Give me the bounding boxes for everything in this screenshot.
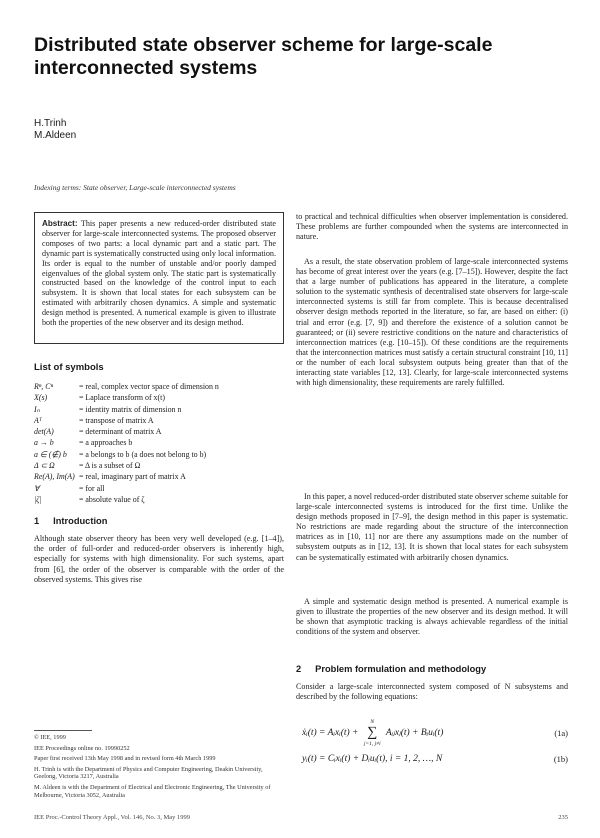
abstract-box <box>34 212 284 344</box>
equation-number: (1a) <box>554 728 568 738</box>
symbol-description: = real, complex vector space of dimension n <box>79 382 219 391</box>
sigma-glyph: ∑ <box>367 725 378 740</box>
section-title: Introduction <box>53 516 108 527</box>
symbol: ∀ <box>34 483 40 493</box>
symbol-description: = Δ is a subset of Ω <box>79 461 141 471</box>
section-heading-problem-formulation <box>296 664 568 674</box>
section-number: 1 <box>34 516 40 527</box>
body-paragraph: A simple and systematic design method is presented. A numerical example is given to illustrate the properties of the new observer and its design method. It will be shown that asymptotic tracking is always achievable regardless of the initial conditions of the system and observer. <box>296 597 568 637</box>
symbol-row <box>34 415 284 426</box>
symbol-row <box>34 381 284 392</box>
symbol-row <box>34 471 284 482</box>
equation-1b <box>296 754 568 764</box>
right-column <box>296 212 568 810</box>
symbol-description: = identity matrix of dimension n <box>79 404 182 414</box>
symbol-description: = Laplace transform of x(t) <box>79 393 165 403</box>
symbol: a → b <box>34 438 54 448</box>
summation-symbol <box>364 718 381 748</box>
symbol: Δ ⊂ Ω <box>34 461 55 471</box>
summation-lower: j=1, j≠i <box>363 741 381 747</box>
symbol: |ζ| <box>34 494 42 504</box>
page-footer <box>34 814 568 821</box>
paper-title: Distributed state observer scheme for large-scale interconnected systems <box>34 34 493 79</box>
body-paragraph: to practical and technical difficulties when observer implementation is considered. These problems are further compounded when the systems are interconnected in nature. <box>296 212 568 242</box>
section-title: Problem formulation and methodology <box>315 664 487 674</box>
symbols-list <box>34 381 284 505</box>
symbol-row <box>34 392 284 403</box>
equation-body: yᵢ(t) = Cᵢxᵢ(t) + Dᵢuᵢ(t), i = 1, 2, …, N <box>302 754 443 764</box>
symbol: X(s) <box>34 393 48 403</box>
footnote: © IEE, 1999 <box>34 734 66 741</box>
symbols-heading: List of symbols <box>34 362 104 373</box>
equation-number: (1b) <box>553 754 568 764</box>
intro-paragraph: Although state observer theory has been very well developed (e.g. [1–4]), the order of full-order and reduced-order observers is inherently high, especially for systems with high dimensionality. For such systems, apart from [6], the order of the observer is comparable with the order of the observed systems. This gives rise <box>34 534 284 584</box>
abstract-text: This paper presents a new reduced-order distributed state observer for large-scale interconnected systems. The proposed observer composes of two parts: a local dynamic part and a static part. The dynamic part is systematically constructed using only local information. Its order is equal to the number of unstable and/or poorly damped eigenvalues of the global system only. The static part is systematically constructed based on the knowledge of the control input to each subsystem. It is shown that local states for each subsystem can be estimated with arbitrarily chosen dynamics. A simple and systematic design method is presented. A numerical example is given to illustrate both the properties of the new observer and its design method. <box>42 219 276 328</box>
symbol-row <box>34 449 284 460</box>
author-name: H.Trinh <box>34 118 67 129</box>
symbol-row <box>34 404 284 415</box>
symbol: Iₙ <box>34 404 40 414</box>
symbol-description: = a belongs to b (a does not belong to b) <box>79 449 207 459</box>
footnote: H. Trinh is with the Department of Physics and Computer Engineering, Deakin University, Geelong, Victoria 3217, Australia <box>34 765 263 781</box>
page-number: 235 <box>558 814 568 821</box>
summation-upper: N <box>370 719 375 725</box>
body-paragraph: As a result, the state observation problem of large-scale interconnected systems has become of great interest over the years (e.g. [7–15]). However, despite the fact that a large number of publications has appeared in the literature, a complete solution to the systematic synthesis of decentralised state observers for large-scale interconnected systems is still far from complete. This is because decentralised observer design methods reported in the literature, so far, are based on either: (i) trial and error (e.g. [7, 9]) and therefore the existence of a solution cannot be guaranteed; or (ii) severe restrictive conditions on the nature and characteristics of interconnection matrices (e.g. [10–15]). Of these conditions are the requirements that the interconnection matrices must satisfy a certain structural constraint [10, 11] or the number of each local subsystem outputs being greater than that of the interacting state variables [12, 13]. Clearly, for large-scale interconnected systems with high dimensionality, these requirements are rarely fulfilled. <box>296 257 568 388</box>
symbol: Re(A), Im(A) <box>34 472 75 482</box>
symbol-description: = transpose of matrix A <box>79 415 154 425</box>
symbol: Rⁿ, Cⁿ <box>34 382 53 391</box>
symbol-row <box>34 426 284 437</box>
symbol-description: = a approaches b <box>79 438 133 448</box>
equation-rhs: Aᵢⱼxⱼ(t) + Bᵢuᵢ(t) <box>383 728 444 739</box>
section2-paragraph: Consider a large-scale interconnected system composed of N subsystems and described by the following equations: <box>296 682 568 702</box>
symbol-description: = determinant of matrix A <box>79 427 162 437</box>
symbol-row <box>34 437 284 448</box>
author-list <box>34 118 76 142</box>
symbol-description: = real, imaginary part of matrix A <box>79 472 186 482</box>
symbol-description: = absolute value of ζ <box>79 494 145 504</box>
left-column <box>34 212 284 810</box>
symbol-row <box>34 494 284 505</box>
footnote: Paper first received 13th May 1998 and in revised form 4th March 1999 <box>34 755 216 763</box>
section-heading-introduction <box>34 516 284 526</box>
symbol-row <box>34 460 284 471</box>
equation-1a <box>296 718 568 748</box>
symbol: Aᵀ <box>34 415 42 425</box>
footnote-rule <box>34 730 92 731</box>
equation-body <box>302 718 554 748</box>
section-number: 2 <box>296 664 302 674</box>
symbol: det(A) <box>34 427 54 437</box>
abstract-label: Abstract: <box>42 219 78 228</box>
footnote: M. Aldeen is with the Department of Electrical and Electronic Engineering, The University of Melbourne, Victoria 3052, Australia <box>34 783 271 799</box>
symbol-row <box>34 483 284 494</box>
symbol-description: = for all <box>79 483 105 493</box>
body-paragraph: In this paper, a novel reduced-order distributed state observer scheme suitable for large-scale interconnected systems is introduced for the first time. Unlike the design methods proposed in [7–9], the design method in this paper is systematic. No restrictions are made regarding about the structure of the interconnection matrices as in [10, 11] nor are there any assumptions made on the number of subsystem outputs as in [12, 13]. It is shown that local states for each subsystem can be systematically estimated with arbitrarily chosen dynamics. <box>296 492 568 562</box>
journal-citation: IEE Proc.-Control Theory Appl., Vol. 146, No. 3, May 1999 <box>34 814 190 821</box>
footnotes <box>34 730 284 802</box>
indexing-terms: Indexing terms: State observer, Large-scale interconnected systems <box>34 183 236 192</box>
author-name: M.Aldeen <box>34 130 77 141</box>
equation-lhs: ẋᵢ(t) = Aᵢxᵢ(t) + <box>302 728 361 739</box>
symbol: a ∈ (∉) b <box>34 449 67 459</box>
footnote: IEE Proceedings online no. 19990252 <box>34 744 130 752</box>
